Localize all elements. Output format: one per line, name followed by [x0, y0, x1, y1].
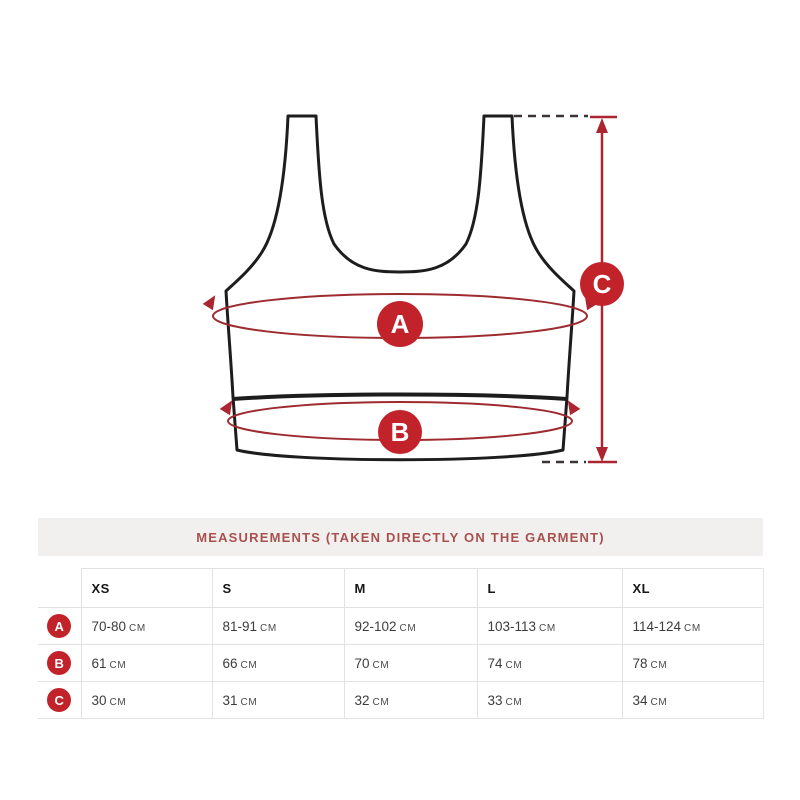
column-header-m: M: [344, 569, 477, 608]
row-b-badge: B: [47, 651, 71, 675]
measurement-c-arrow-up: [596, 118, 608, 133]
unit-label: CM: [650, 659, 668, 671]
value: 33: [487, 692, 503, 708]
cell-c-s: [212, 682, 344, 719]
value: 70-80: [91, 618, 127, 634]
unit-label: CM: [372, 659, 390, 671]
value: 30: [91, 692, 107, 708]
cell-a-l: [477, 608, 622, 645]
unit-label: CM: [539, 622, 556, 634]
value: 81-91: [222, 618, 258, 634]
marker-c-label: C: [592, 269, 612, 299]
measurement-c-arrow-down: [596, 447, 608, 462]
cell-b-xs: [81, 645, 212, 682]
size-table: [38, 568, 764, 719]
cell-b-s: [212, 645, 344, 682]
row-c-badge: C: [47, 688, 71, 712]
measurements-header-bar: [38, 518, 763, 556]
unit-label: CM: [650, 696, 668, 708]
row-a-badge: A: [47, 614, 71, 638]
row-label-cell: [38, 682, 81, 719]
measurements-title: MEASUREMENTS (TAKEN DIRECTLY ON THE GARMENT): [196, 529, 605, 545]
table-row-a: [38, 608, 763, 645]
unit-label: CM: [240, 696, 258, 708]
value: 114-124: [632, 618, 682, 634]
unit-label: CM: [260, 622, 277, 634]
unit-label: CM: [240, 659, 258, 671]
value: 32: [354, 692, 370, 708]
row-label-cell: [38, 608, 81, 645]
marker-a-label: A: [390, 309, 410, 339]
garment-band-seam: [233, 395, 567, 400]
cell-c-l: [477, 682, 622, 719]
value: 103-113: [487, 618, 537, 634]
value: 92-102: [354, 618, 397, 634]
measurement-a-arrow-left: [203, 292, 221, 310]
marker-b-label: B: [390, 417, 410, 447]
unit-label: CM: [505, 659, 523, 671]
cell-b-m: [344, 645, 477, 682]
value: 70: [354, 655, 370, 671]
size-table-corner-cell: [38, 569, 81, 608]
cell-b-l: [477, 645, 622, 682]
unit-label: CM: [129, 622, 146, 634]
size-table-header-row: [38, 569, 763, 608]
value: 74: [487, 655, 503, 671]
cell-c-m: [344, 682, 477, 719]
cell-a-s: [212, 608, 344, 645]
column-header-xs: XS: [81, 569, 212, 608]
unit-label: CM: [109, 696, 127, 708]
cell-c-xl: [622, 682, 763, 719]
unit-label: CM: [505, 696, 523, 708]
value: 31: [222, 692, 238, 708]
value: 34: [632, 692, 648, 708]
value: 78: [632, 655, 648, 671]
cell-a-m: [344, 608, 477, 645]
column-header-l: L: [477, 569, 622, 608]
unit-label: CM: [399, 622, 417, 634]
value: 66: [222, 655, 238, 671]
table-row-c: [38, 682, 763, 719]
row-label-cell: [38, 645, 81, 682]
unit-label: CM: [684, 622, 701, 634]
column-header-xl: XL: [622, 569, 763, 608]
unit-label: CM: [372, 696, 390, 708]
cell-b-xl: [622, 645, 763, 682]
value: 61: [91, 655, 107, 671]
table-row-b: [38, 645, 763, 682]
column-header-s: S: [212, 569, 344, 608]
unit-label: CM: [109, 659, 127, 671]
cell-a-xl: [622, 608, 763, 645]
cell-a-xs: [81, 608, 212, 645]
cell-c-xs: [81, 682, 212, 719]
